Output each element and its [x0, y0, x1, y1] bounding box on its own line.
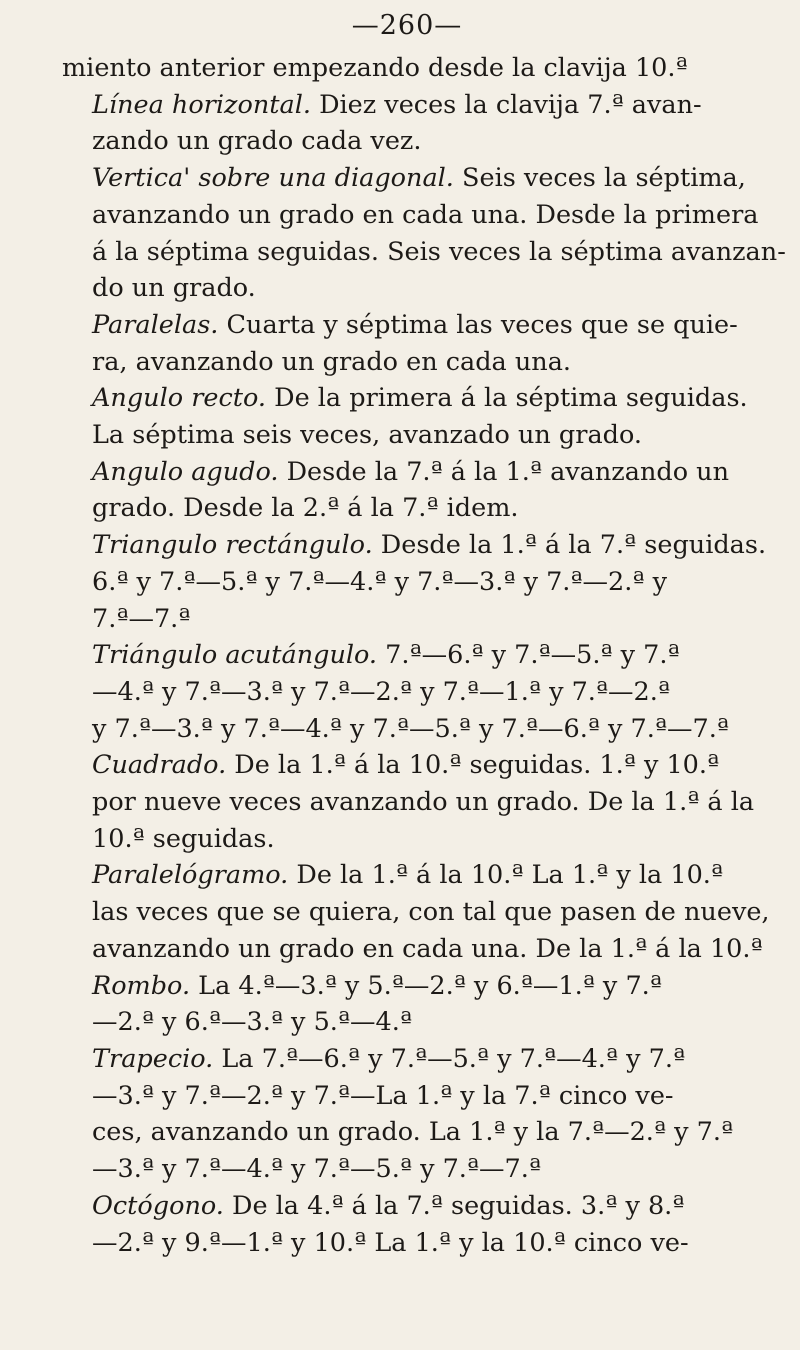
line-text: Desde la 7.ª á la 1.ª avanzando un — [278, 456, 729, 487]
text-line — [62, 454, 752, 491]
text-line — [62, 674, 752, 711]
paragraph — [62, 87, 752, 160]
text-line — [62, 1151, 752, 1188]
text-line — [62, 968, 752, 1005]
paragraph — [62, 1188, 752, 1261]
text-line — [62, 821, 752, 858]
line-text: 10.ª seguidas. — [92, 823, 275, 854]
line-text: avanzando un grado en cada una. De la 1.ª á la 10.ª — [92, 933, 763, 964]
line-text: —3.ª y 7.ª—4.ª y 7.ª—5.ª y 7.ª—7.ª — [92, 1154, 541, 1185]
paragraph — [62, 50, 752, 87]
paragraph — [62, 747, 755, 857]
line-text: 7.ª—7.ª — [92, 603, 191, 634]
text-line — [62, 931, 763, 968]
line-text: Diez veces la clavija 7.ª avan- — [310, 89, 702, 120]
line-text: 7.ª—6.ª y 7.ª—5.ª y 7.ª — [377, 640, 680, 671]
paragraph-heading: Angulo recto. — [92, 383, 267, 414]
text-line — [62, 417, 752, 454]
paragraph-heading: Paralelas. — [92, 309, 219, 340]
paragraph-heading: Octógono. — [92, 1190, 224, 1221]
line-text: —4.ª y 7.ª—3.ª y 7.ª—2.ª y 7.ª—1.ª y 7.ª—2.ª — [92, 676, 670, 707]
page-number: —260— — [351, 10, 463, 41]
line-text: La 4.ª—3.ª y 5.ª—2.ª y 6.ª—1.ª y 7.ª — [190, 970, 662, 1001]
line-text: —3.ª y 7.ª—2.ª y 7.ª—La 1.ª y la 7.ª cinco ve- — [92, 1080, 674, 1111]
text-line — [62, 380, 752, 417]
text-line — [62, 1188, 752, 1225]
line-text: 6.ª y 7.ª—5.ª y 7.ª—4.ª y 7.ª—3.ª y 7.ª—2.ª y — [92, 566, 667, 597]
text-line — [62, 197, 759, 234]
line-text: —2.ª y 6.ª—3.ª y 5.ª—4.ª — [92, 1007, 412, 1038]
paragraph-heading: Triángulo acutángulo. — [92, 640, 378, 671]
paragraph — [62, 637, 752, 747]
text-line — [62, 307, 752, 344]
text-line — [62, 344, 752, 381]
line-text: y 7.ª—3.ª y 7.ª—4.ª y 7.ª—5.ª y 7.ª—6.ª y 7.ª—7.ª — [92, 713, 729, 744]
text-line — [62, 711, 752, 748]
text-line — [62, 490, 752, 527]
line-text: á la séptima seguidas. Seis veces la séptima avanzan- — [92, 236, 786, 267]
text-line — [62, 857, 752, 894]
text-line — [62, 234, 786, 271]
text-line — [62, 160, 752, 197]
paragraph — [62, 454, 752, 527]
body-text — [62, 50, 786, 1261]
paragraph — [62, 160, 786, 307]
paragraph-heading: Angulo agudo. — [92, 456, 279, 487]
line-text: La 7.ª—6.ª y 7.ª—5.ª y 7.ª—4.ª y 7.ª — [213, 1043, 686, 1074]
line-text: De la 1.ª á la 10.ª La 1.ª y la 10.ª — [288, 860, 724, 891]
paragraph-heading: Línea horizontal. — [92, 89, 311, 120]
line-text: Desde la 1.ª á la 7.ª seguidas. — [372, 530, 767, 561]
text-line — [62, 87, 752, 124]
paragraph-heading: Paralelógramo. — [92, 860, 289, 891]
line-text: avanzando un grado en cada una. Desde la primera — [92, 199, 759, 230]
line-text: ra, avanzando un grado en cada una. — [92, 346, 572, 377]
paragraph — [62, 1041, 752, 1188]
line-text: zando un grado cada vez. — [92, 126, 422, 157]
line-text: Seis veces la séptima, — [453, 163, 746, 194]
line-text: La séptima seis veces, avanzado un grado. — [92, 420, 642, 451]
line-text: De la primera á la séptima seguidas. — [266, 383, 748, 414]
text-line — [62, 527, 767, 564]
line-text: do un grado. — [92, 273, 256, 304]
text-line — [62, 270, 752, 307]
line-text: miento anterior empezando desde la clavija 10.ª — [62, 53, 688, 83]
paragraph — [62, 307, 752, 380]
text-line — [62, 50, 752, 87]
text-line — [62, 1004, 752, 1041]
line-text: Cuarta y séptima las veces que se quie- — [218, 309, 738, 340]
line-text: las veces que se quiera, con tal que pasen de nueve, — [92, 897, 770, 928]
paragraph — [62, 380, 752, 453]
text-line — [62, 1114, 752, 1151]
text-line — [62, 637, 752, 674]
text-line — [62, 1078, 752, 1115]
text-line — [62, 894, 770, 931]
paragraph — [62, 968, 752, 1041]
paragraph-heading: Trapecio. — [92, 1043, 214, 1074]
paragraph-heading: Rombo. — [92, 970, 191, 1001]
line-text: por nueve veces avanzando un grado. De la 1.ª á la — [92, 787, 755, 818]
line-text: De la 4.ª á la 7.ª seguidas. 3.ª y 8.ª — [223, 1190, 685, 1221]
paragraph-heading: Vertica' sobre una diagonal. — [92, 163, 454, 194]
text-line — [62, 123, 752, 160]
text-line — [62, 601, 752, 638]
line-text: ces, avanzando un grado. La 1.ª y la 7.ª—2.ª y 7.ª — [92, 1117, 734, 1148]
line-text: grado. Desde la 2.ª á la 7.ª idem. — [92, 493, 519, 524]
line-text: —2.ª y 9.ª—1.ª y 10.ª La 1.ª y la 10.ª cinco ve- — [92, 1227, 689, 1258]
paragraph — [62, 857, 770, 967]
text-line — [62, 1041, 752, 1078]
line-text: De la 1.ª á la 10.ª seguidas. 1.ª y 10.ª — [226, 750, 720, 781]
text-line — [62, 747, 752, 784]
text-line — [62, 564, 752, 601]
paragraph — [62, 527, 767, 637]
paragraph-heading: Cuadrado. — [92, 750, 227, 781]
paragraph-heading: Triangulo rectángulo. — [92, 530, 373, 561]
text-line — [62, 784, 755, 821]
text-line — [62, 1225, 752, 1262]
